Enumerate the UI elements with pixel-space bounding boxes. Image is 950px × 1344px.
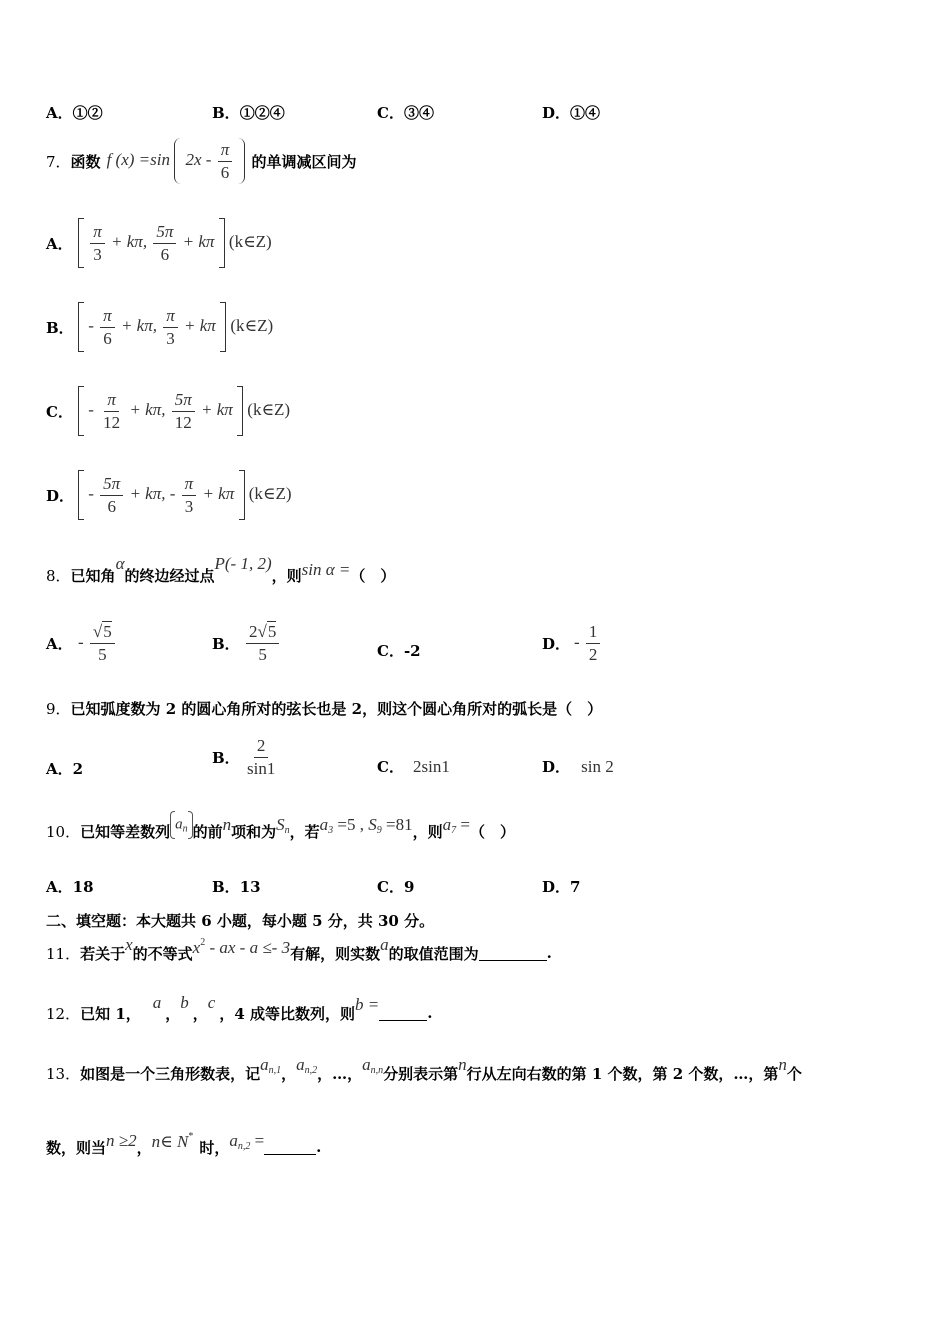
q7-option-a: A． $\frac{\pi}{3}$ + kπ, $\frac{5\pi}{6}$ + kπ (k∈Z) — [46, 216, 272, 270]
section-heading-fill-in: 二、填空题：本大题共 6 小题，每小题 5 分，共 30 分。 — [46, 912, 435, 930]
q13-stem-line2: 数，则当 n ≥2 ， n∈ N* 时， $a_{n,2}$ = . — [46, 1130, 322, 1157]
q9-option-a: A．2 — [46, 760, 84, 778]
q10-option-b: B．13 — [212, 878, 261, 896]
q10-stem: 10． 已知等差数列 $a_n$ 的前 n 项和为 $S_n$ ，若 $a_3 =5$ , $S_9 =81$ ，则 $a_7$ = （ ） — [46, 812, 515, 850]
q12-stem: 12． 已知 1， a ， b ， c ，4 成等比数列，则 b = . — [46, 993, 433, 1023]
q7-stem: 7． 函数 f (x) =sin 2x - $\frac{\pi}{6}$ 的单调减区间为 — [46, 136, 356, 186]
q9-stem: 9．已知弧度数为 2 的圆心角所对的弦长也是 2，则这个圆心角所对的弧长是（ ） — [46, 700, 603, 718]
q6-option-d: D．①④ — [542, 104, 601, 122]
q9-option-d: D． sin 2 — [542, 757, 614, 776]
q7-option-b: B． - $\frac{\pi}{6}$ + kπ, $\frac{\pi}{3}$ + kπ (k∈Z) — [46, 300, 273, 354]
q10-option-a: A．18 — [46, 878, 94, 896]
q13-answer-blank[interactable] — [264, 1140, 316, 1155]
q7-number: 7． — [46, 152, 71, 171]
q12-answer-blank[interactable] — [379, 1006, 427, 1021]
q7-option-d: D． - $\frac{5\pi}{6}$ + kπ, - $\frac{\pi}{3}$ + kπ (k∈Z) — [46, 468, 292, 522]
q6-option-a: A．①② — [46, 104, 103, 122]
q8-stem: 8． 已知角 α 的终边经过点 P(- 1, 2) ，则 sin α = （ ） — [46, 554, 396, 585]
q8-option-a: A． - $\frac{√5}{5}$ — [46, 616, 117, 670]
q11-stem: 11． 若关于 x 的不等式 $x^2$ - ax - a ≤- 3 有解，则实数 a 的取值范围为 . — [46, 935, 552, 963]
q6-option-b: B．①②④ — [212, 104, 285, 122]
q10-option-c: C．9 — [377, 878, 415, 896]
q9-option-c: C． 2sin1 — [377, 757, 450, 776]
q8-option-b: B． $\frac{2√5}{5}$ — [212, 616, 281, 670]
q10-option-d: D．7 — [542, 878, 581, 896]
q6-option-c: C．③④ — [377, 104, 434, 122]
q8-option-d: D． - $\frac{1}{2}$ — [542, 616, 602, 670]
q7-option-c: C． - $\frac{\pi}{12}$ + kπ, $\frac{5\pi}{12}$ + kπ (k∈Z) — [46, 384, 290, 438]
q13-stem-line1: 13． 如图是一个三角形数表，记 $a_{n,1}$ ， $a_{n,2}$ ，…， $a_{n,n}$ 分别表示第 n 行从左向右数的第 1 个数，第 2 个数，…，第 n 个 — [46, 1054, 802, 1083]
q9-option-b: B． $\frac{2}{\sin 1}$ — [212, 735, 276, 778]
q11-answer-blank[interactable] — [479, 946, 547, 961]
q7-function: f (x) =sin 2x - $\frac{\pi}{6}$ — [107, 138, 246, 184]
q8-option-c: C．-2 — [377, 642, 421, 660]
